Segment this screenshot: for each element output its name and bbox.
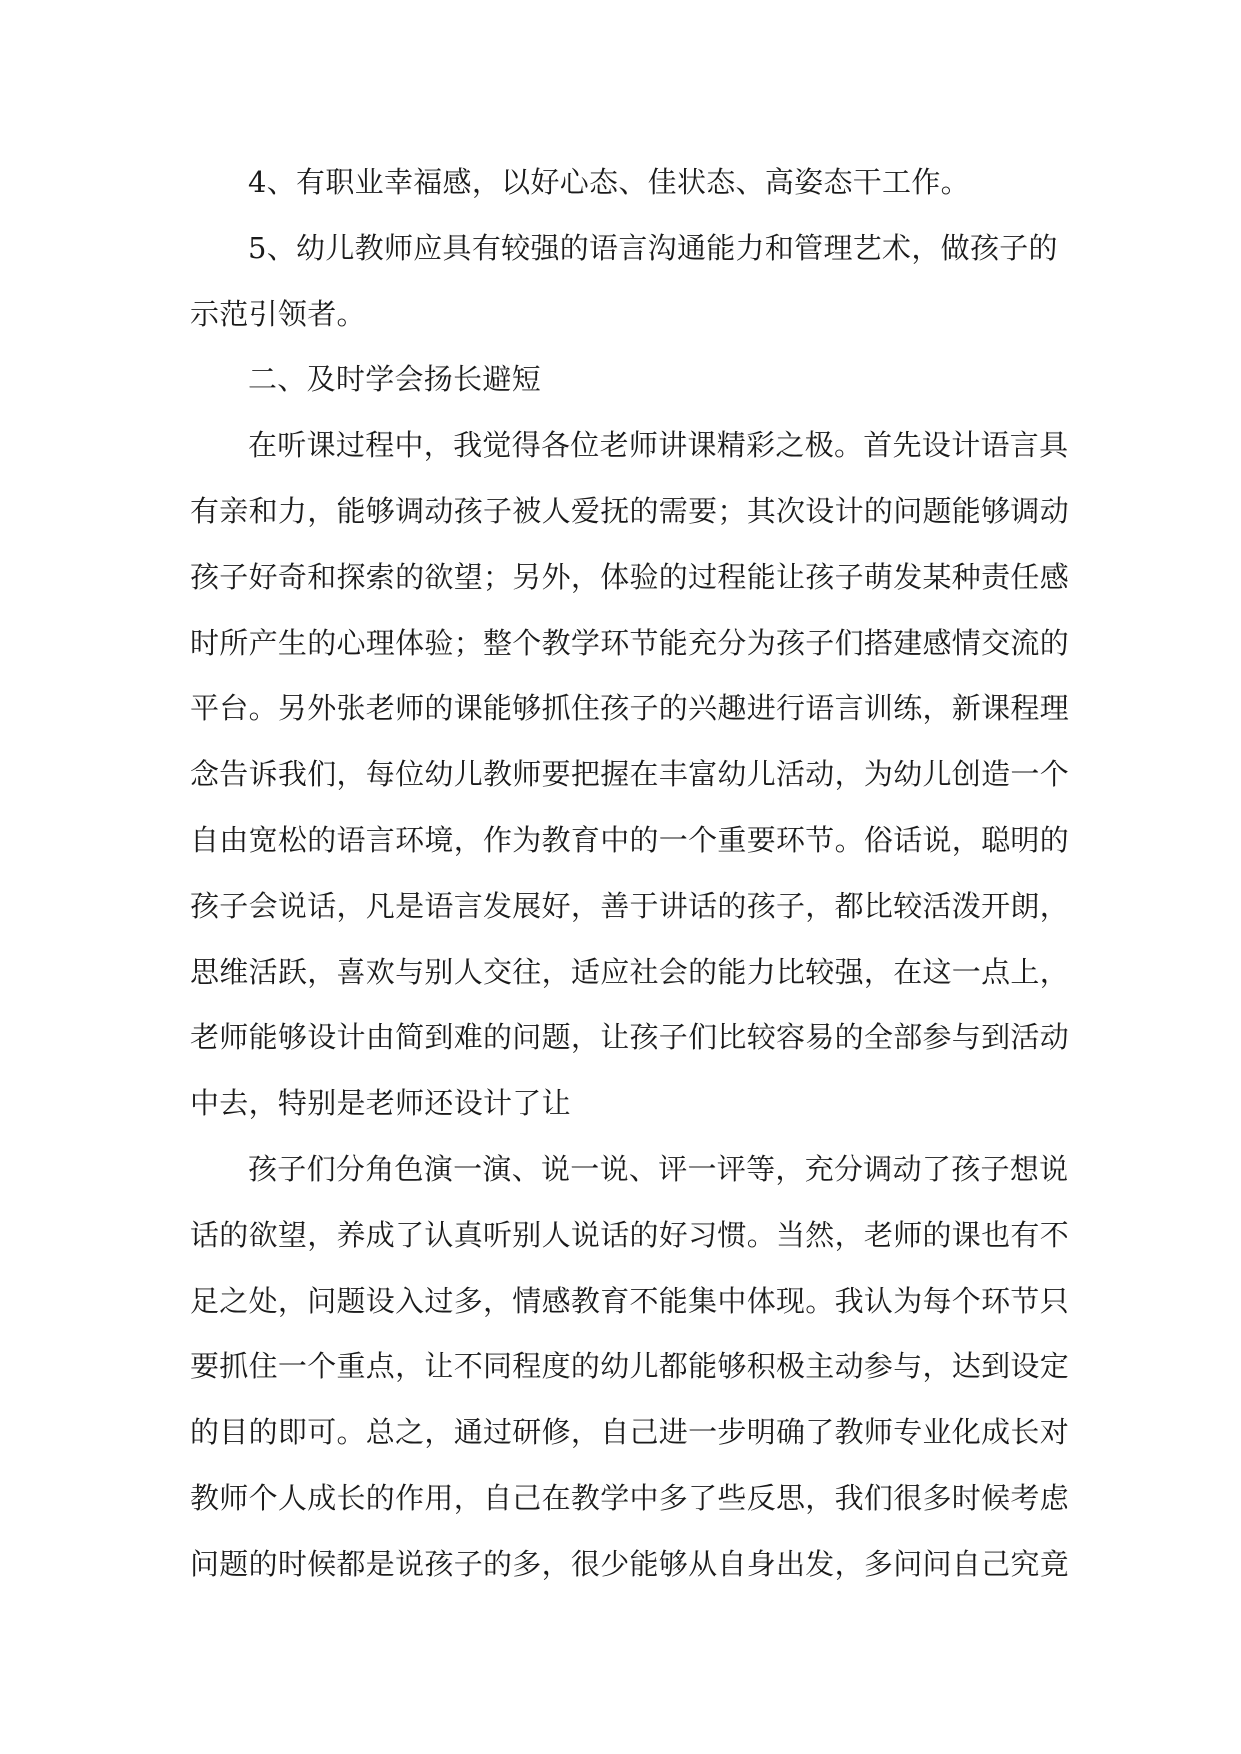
text-line: 平台。另外张老师的课能够抓住孩子的兴趣进行语言训练，新课程理 — [190, 691, 1070, 726]
text-line: 在听课过程中，我觉得各位老师讲课精彩之极。首先设计语言具 — [248, 428, 1069, 463]
text-line: 自由宽松的语言环境，作为教育中的一个重要环节。俗话说，聪明的 — [190, 822, 1070, 857]
text-line: 二、及时学会扬长避短 — [248, 362, 542, 397]
paragraph-item-5 — [190, 216, 1056, 348]
text-line: 的目的即可。总之，通过研修，自己进一步明确了教师专业化成长对 — [190, 1415, 1070, 1450]
text-line: 足之处，问题设入过多，情感教育不能集中体现。我认为每个环节只 — [190, 1283, 1070, 1318]
text-line: 示范引领者。 — [190, 296, 366, 331]
body-paragraph — [190, 413, 1070, 1137]
document-page — [190, 150, 1070, 1598]
text-line: 5、幼儿教师应具有较强的语言沟通能力和管理艺术，做孩子的 — [248, 230, 1058, 265]
text-line: 念告诉我们，每位幼儿教师要把握在丰富幼儿活动，为幼儿创造一个 — [190, 757, 1070, 792]
paragraph-item-4 — [190, 150, 1056, 216]
text-line: 要抓住一个重点，让不同程度的幼儿都能够积极主动参与，达到设定 — [190, 1349, 1070, 1384]
text-line: 思维活跃，喜欢与别人交往，适应社会的能力比较强，在这一点上， — [190, 954, 1070, 989]
text-line: 有亲和力，能够调动孩子被人爱抚的需要；其次设计的问题能够调动 — [190, 493, 1070, 528]
text-line: 孩子们分角色演一演、说一说、评一评等，充分调动了孩子想说 — [248, 1151, 1069, 1186]
text-line: 4、有职业幸福感，以好心态、佳状态、高姿态干工作。 — [248, 165, 970, 199]
section-heading — [190, 347, 1056, 413]
text-line: 问题的时候都是说孩子的多，很少能够从自身出发，多问问自己究竟 — [190, 1546, 1070, 1581]
text-line: 孩子会说话，凡是语言发展好，善于讲话的孩子，都比较活泼开朗， — [190, 888, 1070, 923]
text-line: 时所产生的心理体验；整个教学环节能充分为孩子们搭建感情交流的 — [190, 625, 1070, 660]
body-paragraph — [190, 1137, 1070, 1598]
text-line: 孩子好奇和探索的欲望；另外，体验的过程能让孩子萌发某种责任感 — [190, 559, 1070, 594]
text-line: 话的欲望，养成了认真听别人说话的好习惯。当然，老师的课也有不 — [190, 1217, 1070, 1252]
text-line: 教师个人成长的作用，自己在教学中多了些反思，我们很多时候考虑 — [190, 1480, 1070, 1515]
text-line: 老师能够设计由简到难的问题，让孩子们比较容易的全部参与到活动 — [190, 1020, 1070, 1055]
text-line: 中去，特别是老师还设计了让 — [190, 1086, 571, 1121]
